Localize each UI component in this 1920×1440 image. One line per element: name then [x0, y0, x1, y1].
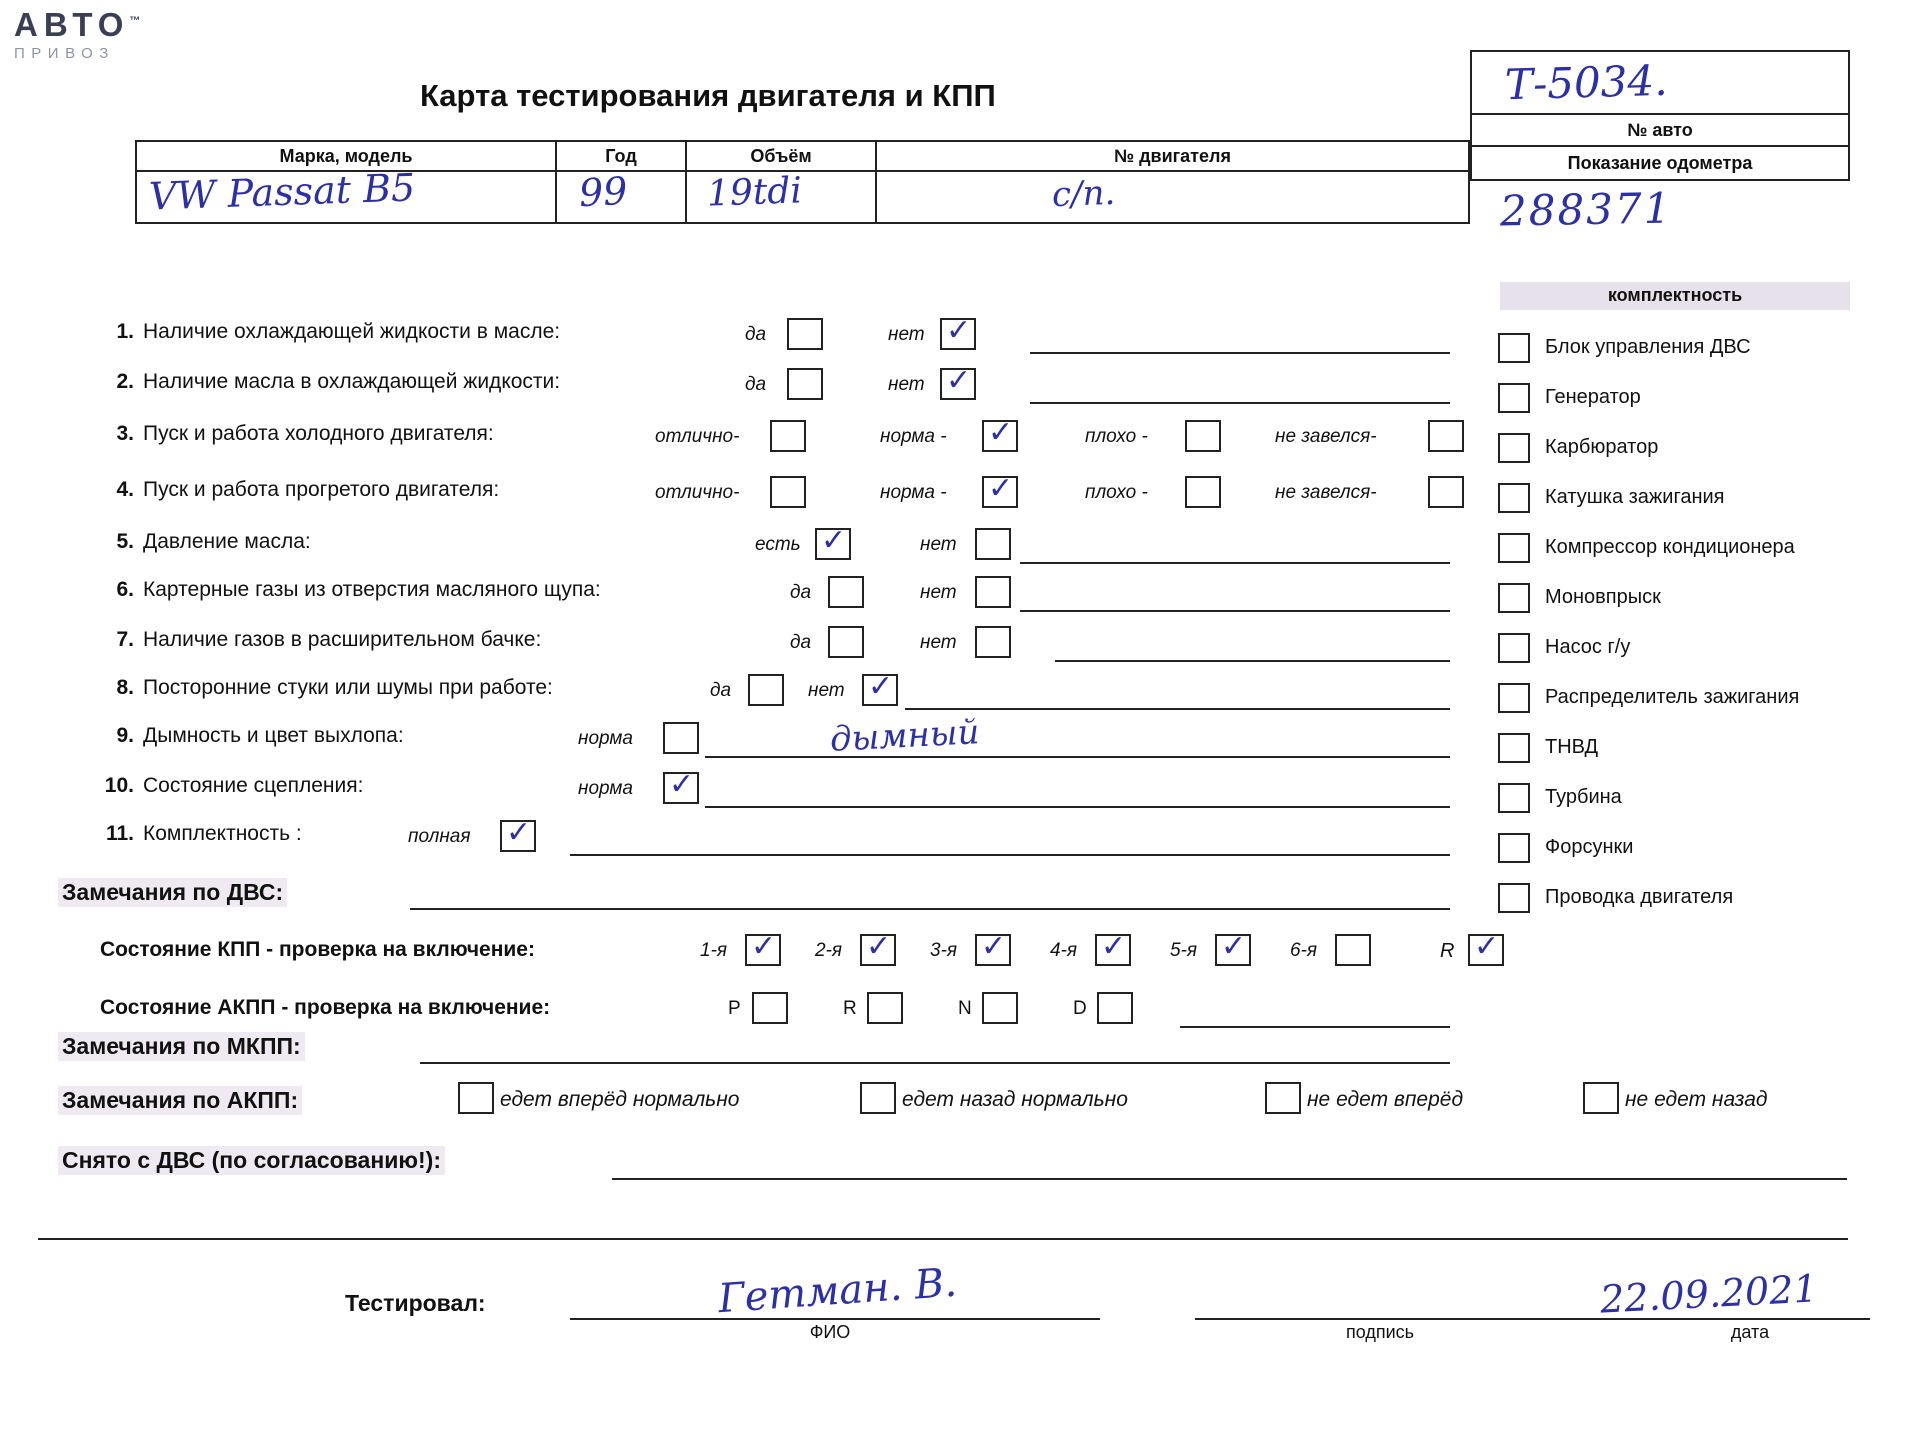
fio-rule — [570, 1318, 1100, 1320]
item-3-normal-tick: ✓ — [988, 415, 1014, 450]
item-8-text: Посторонние стуки или шумы при работе: — [143, 676, 553, 699]
kompl-checkbox-1[interactable] — [1498, 383, 1530, 413]
akpp-checkbox-p[interactable] — [752, 992, 788, 1024]
kompl-label-10: Форсунки — [1545, 836, 1634, 858]
removed-parts-rule-1 — [612, 1178, 1847, 1180]
item-4-normal-checkbox[interactable] — [982, 471, 1018, 508]
item-1-no-tick: ✓ — [946, 313, 972, 348]
kompl-label-1: Генератор — [1545, 386, 1641, 408]
item-4-nostart-checkbox[interactable] — [1428, 476, 1464, 508]
item-1-text: Наличие охлаждающей жидкости в масле: — [143, 320, 561, 343]
kompl-checkbox-10[interactable] — [1498, 833, 1530, 863]
kompl-label-3: Катушка зажигания — [1545, 486, 1725, 508]
item-7-no-label: нет — [920, 632, 957, 653]
item-2-no-checkbox[interactable] — [940, 363, 976, 400]
item-6-no-checkbox[interactable] — [975, 576, 1011, 608]
gear-tick-2: ✓ — [866, 929, 892, 964]
kompl-checkbox-6[interactable] — [1498, 633, 1530, 663]
item-9-normal-label: норма — [578, 728, 633, 749]
item-9-normal-checkbox[interactable] — [663, 722, 699, 754]
akpp-no-forward-label: не едет вперёд — [1307, 1088, 1464, 1111]
cell-engine-no — [875, 172, 1470, 224]
item-1-label — [100, 320, 560, 344]
value-engine-no: с/п. — [1051, 172, 1116, 216]
cell-year — [555, 168, 685, 224]
fio-caption: ФИО — [809, 1322, 851, 1342]
item-5-yes-checkbox[interactable] — [815, 523, 851, 560]
value-volume: 19tdi — [706, 170, 803, 215]
item-7-number: 7. — [116, 628, 134, 651]
removed-parts-header: Снято с ДВС (по согласованию!): — [58, 1146, 445, 1175]
item-10-label — [100, 774, 363, 798]
value-make-model: VW Passat B5 — [148, 165, 416, 219]
akpp-rule — [1180, 1026, 1450, 1028]
kompl-label-9: Турбина — [1545, 786, 1622, 808]
cell-make-model — [135, 165, 555, 224]
kompl-checkbox-11[interactable] — [1498, 883, 1530, 913]
item-2-no-label: нет — [888, 374, 925, 395]
akpp-no-reverse-checkbox[interactable] — [1583, 1082, 1619, 1114]
akpp-checkbox-n[interactable] — [982, 992, 1018, 1024]
item-5-yes-label: есть — [755, 534, 801, 555]
dvs-notes-rule — [410, 908, 1450, 910]
kompl-checkbox-7[interactable] — [1498, 683, 1530, 713]
kompl-checkbox-8[interactable] — [1498, 733, 1530, 763]
item-7-no-checkbox[interactable] — [975, 626, 1011, 658]
akpp-reverse-ok-label: едет назад нормально — [902, 1088, 1128, 1111]
item-8-yes-label: да — [710, 680, 732, 701]
gear-checkbox-4[interactable] — [1095, 929, 1131, 966]
gear-tick-4: ✓ — [1101, 929, 1127, 964]
item-5-yes-tick: ✓ — [821, 523, 847, 558]
item-4-bad-checkbox[interactable] — [1185, 476, 1221, 508]
signature-caption: подпись — [1345, 1322, 1415, 1342]
item-2-label — [100, 370, 560, 394]
logo-line2: ПРИВОЗ — [14, 45, 115, 62]
gear-tick-r: ✓ — [1474, 929, 1500, 964]
item-1-rule — [1030, 352, 1450, 354]
kompl-label-0: Блок управления ДВС — [1545, 336, 1751, 358]
gear-label-1: 1-я — [700, 940, 728, 961]
gear-label-5: 5-я — [1170, 940, 1198, 961]
item-8-label — [100, 676, 553, 700]
akpp-pos-d: D — [1073, 998, 1087, 1019]
item-11-text: Комплектность : — [143, 822, 302, 845]
item-10-normal-label: норма — [578, 778, 633, 799]
tested-by-label: Тестировал: — [345, 1290, 486, 1316]
gear-label-2: 2-я — [815, 940, 843, 961]
gear-tick-3: ✓ — [981, 929, 1007, 964]
item-7-text: Наличие газов в расширительном бачке: — [143, 628, 542, 651]
item-5-label — [100, 530, 311, 554]
gear-label-r: R — [1440, 940, 1455, 962]
item-4-label — [100, 478, 499, 502]
fio-value: Гетман. В. — [716, 1259, 959, 1323]
item-4-excellent-checkbox[interactable] — [770, 476, 806, 508]
kompl-label-8: ТНВД — [1545, 736, 1599, 758]
item-5-no-label: нет — [920, 534, 957, 555]
kompl-checkbox-2[interactable] — [1498, 433, 1530, 463]
gear-checkbox-1[interactable] — [745, 929, 781, 966]
gear-checkbox-5[interactable] — [1215, 929, 1251, 966]
header-make-model: Марка, модель — [135, 140, 555, 172]
gear-checkbox-3[interactable] — [975, 929, 1011, 966]
car-number-value: Т-5034. — [1504, 55, 1669, 110]
item-2-no-tick: ✓ — [946, 363, 972, 398]
item-6-number: 6. — [116, 578, 134, 601]
completeness-header: комплектность — [1500, 282, 1850, 310]
item-6-yes-label: да — [790, 582, 812, 603]
item-7-yes-checkbox[interactable] — [828, 626, 864, 658]
item-8-no-checkbox[interactable] — [862, 669, 898, 706]
car-number-label: № авто — [1470, 115, 1850, 147]
item-6-rule — [1020, 610, 1450, 612]
item-4-text: Пуск и работа прогретого двигателя: — [143, 478, 500, 501]
item-10-rule — [705, 806, 1450, 808]
kompl-checkbox-5[interactable] — [1498, 583, 1530, 613]
gear-label-6: 6-я — [1290, 940, 1318, 961]
cell-volume — [685, 172, 875, 224]
mkpp-notes-rule — [420, 1062, 1450, 1064]
item-10-text: Состояние сцепления: — [143, 774, 364, 797]
item-2-number: 2. — [116, 370, 134, 393]
item-11-number: 11. — [105, 822, 134, 845]
item-9-handwritten-note: дымный — [829, 712, 981, 760]
item-7-rule — [1055, 660, 1450, 662]
item-2-rule — [1030, 402, 1450, 404]
item-1-yes-label: да — [745, 324, 767, 345]
gear-checkbox-2[interactable] — [860, 929, 896, 966]
item-6-label — [100, 578, 601, 602]
akpp-checkbox-r[interactable] — [867, 992, 903, 1024]
date-caption: дата — [1730, 1322, 1770, 1342]
kompl-checkbox-3[interactable] — [1498, 483, 1530, 513]
odometer-value: 288371 — [1499, 183, 1673, 236]
kompl-label-4: Компрессор кондиционера — [1545, 536, 1795, 558]
item-7-yes-label: да — [790, 632, 812, 653]
akpp-no-reverse-label: не едет назад — [1625, 1088, 1768, 1111]
item-3-number: 3. — [116, 422, 134, 445]
akpp-forward-ok-label: едет вперёд нормально — [500, 1088, 740, 1111]
item-3-bad-label: плохо - — [1085, 426, 1148, 447]
item-5-number: 5. — [116, 530, 134, 553]
item-8-no-tick: ✓ — [868, 669, 894, 704]
gear-checkbox-r[interactable] — [1468, 929, 1504, 966]
item-3-normal-checkbox[interactable] — [982, 415, 1018, 452]
akpp-pos-r: R — [843, 998, 857, 1019]
header-volume: Объём — [685, 140, 875, 172]
item-5-rule — [1020, 562, 1450, 564]
item-9-label — [100, 724, 404, 748]
item-9-text: Дымность и цвет выхлопа: — [143, 724, 404, 747]
akpp-no-forward-checkbox[interactable] — [1265, 1082, 1301, 1114]
avtoprivoz-logo — [14, 8, 164, 62]
item-4-excellent-label: отлично- — [655, 482, 740, 503]
mkpp-notes-header: Замечания по МКПП: — [58, 1032, 305, 1061]
item-3-label — [100, 422, 494, 446]
item-8-no-label: нет — [808, 680, 845, 701]
kompl-label-11: Проводка двигателя — [1545, 886, 1734, 908]
item-11-rule — [570, 854, 1450, 856]
item-10-normal-tick: ✓ — [669, 767, 695, 802]
item-8-rule — [905, 708, 1450, 710]
date-value: 22.09.2021 — [1598, 1266, 1819, 1322]
item-8-number: 8. — [116, 676, 134, 699]
akpp-pos-p: P — [728, 998, 741, 1019]
item-6-text: Картерные газы из отверстия масляного щупа: — [143, 578, 601, 601]
item-3-excellent-checkbox[interactable] — [770, 420, 806, 452]
item-9-number: 9. — [116, 724, 134, 747]
item-1-no-checkbox[interactable] — [940, 313, 976, 350]
item-1-number: 1. — [116, 320, 134, 343]
kompl-label-7: Распределитель зажигания — [1545, 686, 1800, 708]
item-1-no-label: нет — [888, 324, 925, 345]
gear-label-4: 4-я — [1050, 940, 1078, 961]
item-8-yes-checkbox[interactable] — [748, 674, 784, 706]
item-4-normal-tick: ✓ — [988, 471, 1014, 506]
item-2-yes-checkbox[interactable] — [787, 368, 823, 400]
akpp-forward-ok-checkbox[interactable] — [458, 1082, 494, 1114]
item-4-number: 4. — [116, 478, 134, 501]
item-3-normal-label: норма - — [880, 426, 947, 447]
item-3-text: Пуск и работа холодного двигателя: — [143, 422, 494, 445]
odometer-label: Показание одометра — [1470, 147, 1850, 181]
item-7-label — [100, 628, 541, 652]
kompl-label-6: Насос г/у — [1545, 636, 1631, 658]
gear-tick-5: ✓ — [1221, 929, 1247, 964]
item-3-nostart-label: не завелся- — [1275, 426, 1377, 447]
page-title: Карта тестирования двигателя и КПП — [420, 78, 996, 113]
gear-label-3: 3-я — [930, 940, 958, 961]
akpp-label: Состояние АКПП - проверка на включение: — [100, 996, 551, 1019]
vehicle-info-table — [135, 140, 1470, 224]
kompl-checkbox-0[interactable] — [1498, 333, 1530, 363]
item-2-yes-label: да — [745, 374, 767, 395]
akpp-checkbox-d[interactable] — [1097, 992, 1133, 1024]
header-year: Год — [555, 140, 685, 172]
removed-parts-rule-2 — [38, 1238, 1848, 1240]
item-11-full-label: полная — [408, 826, 471, 847]
kompl-label-5: Моновпрыск — [1545, 586, 1661, 608]
item-3-bad-checkbox[interactable] — [1185, 420, 1221, 452]
item-3-excellent-label: отлично- — [655, 426, 740, 447]
item-11-full-checkbox[interactable] — [500, 815, 536, 852]
kompl-checkbox-4[interactable] — [1498, 533, 1530, 563]
item-5-text: Давление масла: — [143, 530, 311, 553]
item-6-yes-checkbox[interactable] — [828, 576, 864, 608]
item-3-nostart-checkbox[interactable] — [1428, 420, 1464, 452]
header-engine-no: № двигателя — [875, 140, 1470, 172]
logo-line1: АВТО — [14, 6, 130, 43]
item-10-normal-checkbox[interactable] — [663, 767, 699, 804]
akpp-notes-header: Замечания по АКПП: — [58, 1086, 302, 1115]
item-10-number: 10. — [104, 774, 134, 797]
akpp-reverse-ok-checkbox[interactable] — [860, 1082, 896, 1114]
akpp-pos-n: N — [958, 998, 972, 1019]
value-year: 99 — [577, 168, 629, 216]
item-2-text: Наличие масла в охлаждающей жидкости: — [143, 370, 561, 393]
item-9-rule — [705, 756, 1450, 758]
item-1-yes-checkbox[interactable] — [787, 318, 823, 350]
kompl-label-2: Карбюратор — [1545, 436, 1659, 458]
item-11-full-tick: ✓ — [506, 815, 532, 850]
item-11-label — [100, 822, 302, 846]
item-4-normal-label: норма - — [880, 482, 947, 503]
item-5-no-checkbox[interactable] — [975, 528, 1011, 560]
item-4-bad-label: плохо - — [1085, 482, 1148, 503]
logo-tm: ™ — [129, 15, 141, 27]
item-6-no-label: нет — [920, 582, 957, 603]
kompl-checkbox-9[interactable] — [1498, 783, 1530, 813]
gear-checkbox-6[interactable] — [1335, 934, 1371, 966]
vehicle-info-value-row — [135, 165, 1470, 224]
item-4-nostart-label: не завелся- — [1275, 482, 1377, 503]
dvs-notes-header: Замечания по ДВС: — [58, 878, 287, 907]
gear-tick-1: ✓ — [751, 929, 777, 964]
kpp-label: Состояние КПП - проверка на включение: — [100, 938, 535, 961]
